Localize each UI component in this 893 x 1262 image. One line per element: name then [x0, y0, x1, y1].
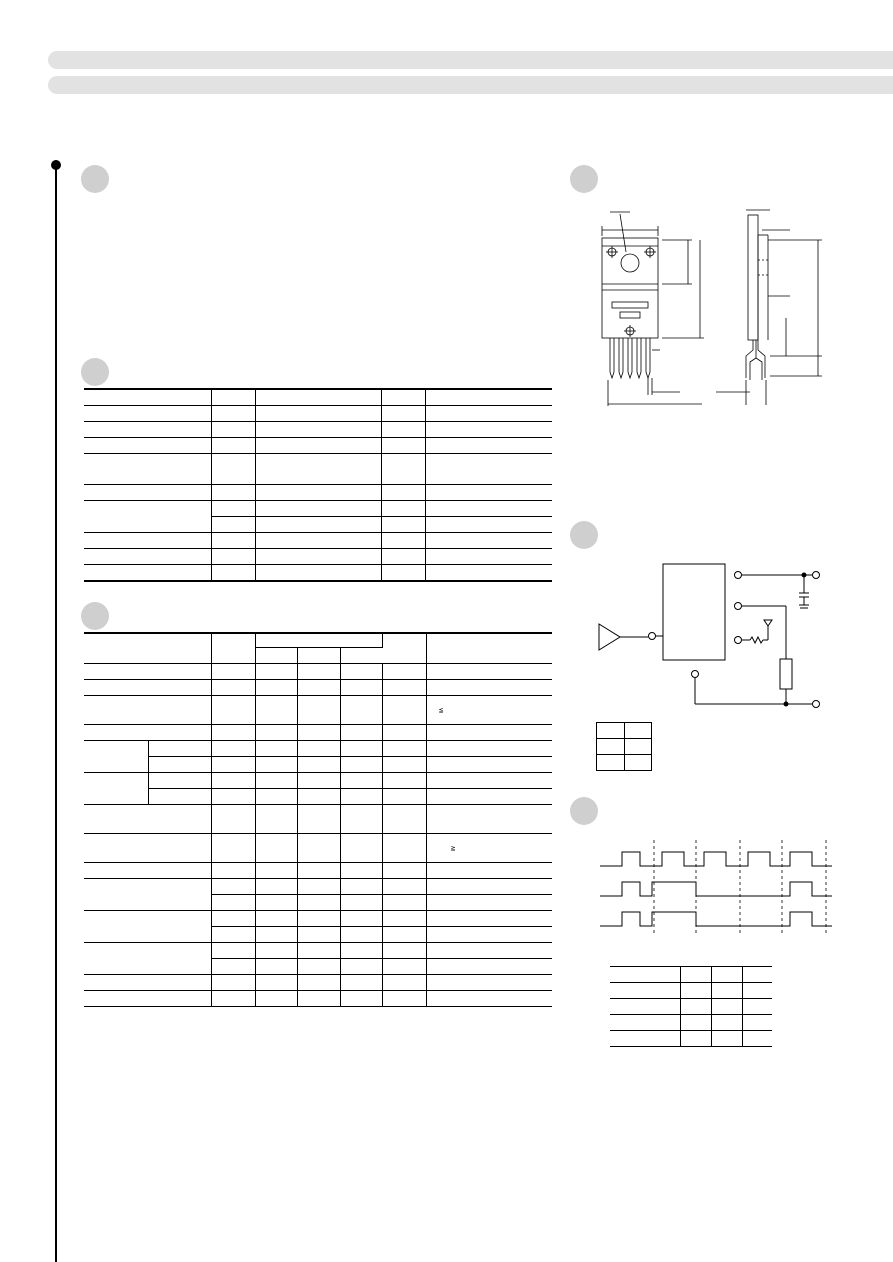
table-row	[597, 723, 652, 739]
table-row	[84, 975, 552, 991]
table-row	[84, 549, 552, 565]
table-row	[597, 739, 652, 755]
package-outline-drawing	[590, 200, 835, 410]
section-badge-characteristics	[81, 602, 109, 630]
ratings-table	[84, 388, 552, 582]
table-row	[84, 680, 552, 696]
table-row	[84, 741, 552, 757]
test-circuit-diagram	[596, 560, 826, 715]
table-row	[84, 696, 552, 725]
table-row	[84, 757, 552, 773]
table-row	[84, 834, 552, 863]
table-row	[84, 991, 552, 1007]
timing-waveform	[600, 836, 835, 936]
table-row	[84, 725, 552, 741]
table-row	[84, 805, 552, 834]
table-row	[610, 983, 772, 999]
table-row	[84, 454, 552, 485]
table-row	[84, 533, 552, 549]
le-symbol: ≦	[438, 707, 444, 714]
left-rule	[55, 165, 57, 1262]
table-row	[84, 438, 552, 454]
table-row	[610, 1031, 772, 1047]
table-row	[84, 406, 552, 422]
table-row	[610, 999, 772, 1015]
table-row	[84, 485, 552, 501]
table-row	[84, 664, 552, 680]
table-row	[84, 773, 552, 789]
table-row	[84, 789, 552, 805]
section-badge-circuit	[570, 521, 598, 549]
timing-table	[610, 966, 772, 1047]
truth-table	[596, 722, 652, 771]
table-row	[84, 633, 552, 648]
table-row	[84, 863, 552, 879]
table-row	[84, 565, 552, 582]
section-badge-features	[81, 165, 109, 193]
section-badge-package	[570, 165, 598, 193]
table-row	[84, 389, 552, 406]
header-bar-bottom	[48, 76, 893, 94]
table-row	[84, 911, 552, 927]
table-row	[610, 967, 772, 983]
header-bar-top	[48, 51, 893, 69]
table-row	[597, 755, 652, 771]
ge-symbol: ≧	[450, 845, 456, 852]
section-badge-timing	[570, 797, 598, 825]
characteristics-table	[84, 632, 552, 1007]
table-row	[84, 943, 552, 959]
table-row	[84, 879, 552, 895]
section-badge-ratings	[81, 358, 109, 386]
table-row	[84, 422, 552, 438]
table-row	[84, 501, 552, 517]
table-row	[610, 1015, 772, 1031]
